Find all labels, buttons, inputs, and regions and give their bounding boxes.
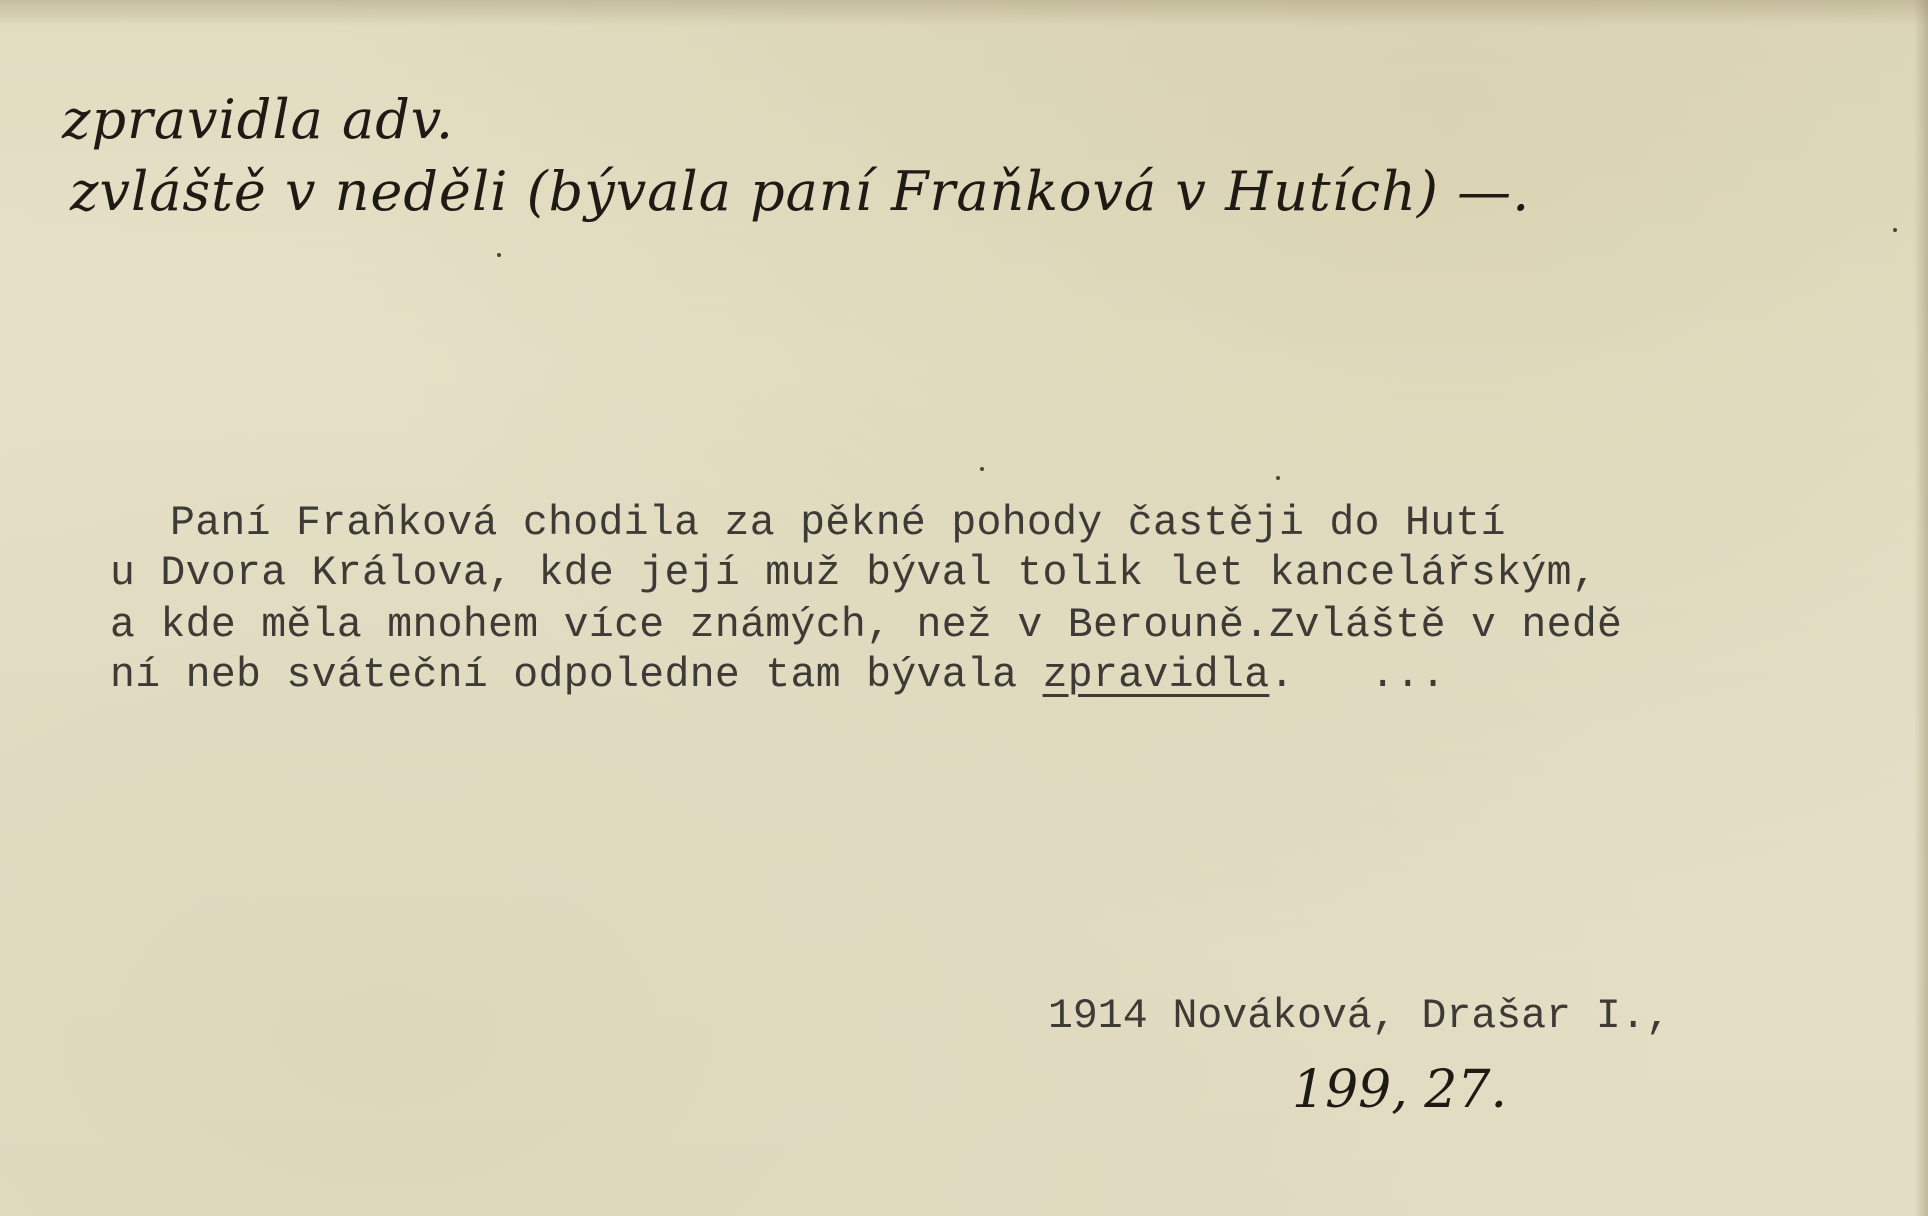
quote-line-4 <box>110 652 1446 699</box>
quote-line-4-end: . ... <box>1269 652 1446 699</box>
quote-line-1: Paní Fraňková chodila za pěkné pohody častěji do Hutí <box>170 500 1506 547</box>
handwritten-usage-note: zvláště v neděli (bývala paní Fraňková v Hutích) —. <box>70 160 1531 223</box>
paper-speck <box>1893 228 1897 232</box>
quote-line-3: a kde měla mnohem více známých, než v Berouně.Zvláště v nedě <box>110 602 1623 649</box>
quote-line-4-start: ní neb sváteční odpoledne tam bývala <box>110 652 1043 699</box>
paper-speck <box>1276 476 1280 480</box>
quote-line-2: u Dvora Králova, kde její muž býval tolik let kancelářským, <box>110 550 1598 597</box>
underlined-keyword: zpravidla <box>1042 652 1270 699</box>
handwritten-page-reference: 199, 27. <box>1292 1060 1508 1120</box>
paper-speck <box>980 467 984 471</box>
source-citation: 1914 Nováková, Drašar I., <box>1048 993 1671 1040</box>
paper-speck <box>497 253 501 257</box>
handwritten-headword: zpravidla adv. <box>62 88 455 151</box>
